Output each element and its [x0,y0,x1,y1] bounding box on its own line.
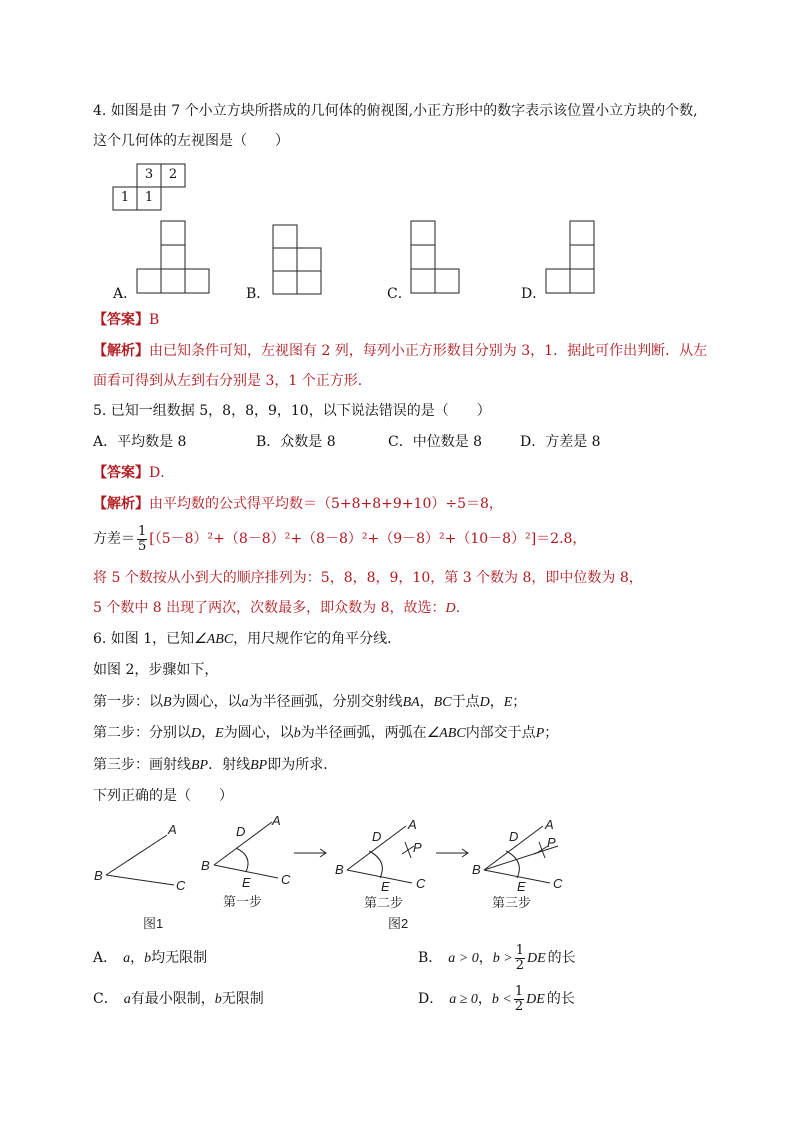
q4-grid-cell: 1 [144,190,154,205]
q6-step3 [93,755,337,776]
ray-bp: BP [191,758,209,773]
q6-stem-line1 [93,629,401,650]
q4-stem-line1: 4. 如图是由 7 个小立方块所搭成的几何体的俯视图,小正方形中的数字表示该位置小立方块的个数, [93,103,698,119]
step-label: 第二步 [364,895,404,910]
q6-text: ， [477,991,492,1007]
variance-expression: [（5－8）²+（8－8）²+（8－8）²+（9－8）²+（10－8）²]＝2.8， [149,531,587,547]
q6-text: 为半径画弧，两弧在 [300,725,427,741]
q6-text: ，用尺规作它的角平分线． [233,631,402,647]
point-p: P [535,726,545,741]
half-fraction [515,944,525,973]
q6-text: ， [478,950,493,966]
var-a: a [241,695,249,710]
condition-b: b > [492,951,513,966]
label-c: C [176,878,186,893]
half-fraction [514,985,524,1014]
analysis-text: 由平均数的公式得平均数＝（5+8+8+9+10）÷5＝8， [149,496,503,512]
q5-stem: 5. 已知一组数据 5，8，8，9，10，以下说法错误的是（ ） [93,403,491,419]
q4-grid-cell: 1 [120,190,130,205]
var-b: b [214,992,222,1007]
q6-text: 为圆心，以 [223,725,294,741]
q5-option-d: D．方差是 8 [520,434,601,450]
fraction-denominator: 2 [515,957,524,973]
q6-option-b [418,940,576,976]
q5-option-c: C．中位数是 8 [388,434,483,450]
step-label: 第一步 [223,894,263,909]
label-a: A [168,822,177,837]
variance-fraction [137,525,147,554]
q6-text: 第二步：分别以 [93,725,191,741]
answer-label: 【答案】 [93,312,149,328]
q6-text: 第三步：画射线 [93,757,191,773]
angle-abc: ∠ABC [194,632,234,647]
q6-text: ， [489,694,504,710]
label-b: B [201,858,210,873]
q4-top-view [112,163,188,211]
label-d: D [236,824,246,839]
label-a: A [545,817,554,832]
mode-text: 5 个数中 8 出现了两次，次数最多，即众数为 8，故选： [93,600,446,616]
label-b: B [472,862,481,877]
label-d: D [509,829,519,844]
q4-option-d: D． [521,286,547,302]
figure-1-label: 图1 [143,916,164,931]
q6-option-d [418,981,575,1017]
fraction-numerator: 1 [138,523,147,539]
option-label: D． [418,991,444,1007]
q6-figures [88,808,588,938]
q6-step1 [93,692,526,713]
q6-text: 6. 如图 1，已知 [93,631,195,647]
fraction-numerator: 1 [514,983,524,999]
q5-sort-line: 将 5 个数按从小到大的顺序排列为：5，8，8，9，10，第 3 个数为 8，即中位数为 8， [93,570,643,586]
label-c: C [281,872,291,887]
var-a: a [123,992,131,1007]
answer-label: 【答案】 [93,465,149,481]
answer-value: D． [149,465,175,481]
q6-text: 即为所求． [267,757,338,773]
q6-text: ．射线 [208,757,251,773]
analysis-label: 【解析】 [93,496,149,512]
label-a: A [272,813,281,828]
q6-text: ， [201,725,216,741]
q6-text: 内部交于点 [465,725,536,741]
q4-analysis-line1 [93,341,707,361]
option-label: C． [93,991,118,1007]
q4-grid-cell: 2 [168,167,178,182]
q4-grid-cell: 3 [144,167,154,182]
var-b: b [293,726,301,741]
answer-value: B [149,312,160,328]
var-a: a [123,951,131,966]
q6-text: 有最小限制， [130,991,215,1007]
q6-option-a [93,948,207,969]
label-c: C [416,876,426,891]
label-p: P [547,835,556,850]
fraction-denominator: 5 [138,538,147,554]
fraction-numerator: 1 [515,942,524,958]
q6-stem-line2: 如图 2，步骤如下， [93,662,219,678]
q6-option-c [93,989,264,1010]
q4-analysis-line2: 面看可得到从左到右分别是 3，1 个正方形． [93,373,372,389]
q6-text: 为半径画弧，分别交射线 [248,694,403,710]
label-c: C [553,876,563,891]
var-b-point: B [163,695,172,710]
point-e: E [503,695,513,710]
q6-text: 第一步：以 [93,694,163,710]
q4-answer [93,310,159,330]
label-a: A [408,817,417,832]
label-b: B [335,862,344,877]
ray-bc: BC [433,695,452,710]
q5-mode-line [93,598,470,619]
q4-stem-line2: 这个几何体的左视图是（ ） [93,133,289,149]
segment-de: DE [526,951,546,966]
step-label: 第三步 [492,895,532,910]
q6-text: ； [512,694,527,710]
ray-bp: BP [250,758,268,773]
ray-ba: BA [402,695,420,710]
q4-option-a: A． [113,286,138,302]
q6-text: ， [130,950,145,966]
point-e: E [215,726,224,741]
q6-text: 的长 [546,991,575,1007]
analysis-text: 由已知条件可知，左视图有 2 列，每列小正方形数目分别为 3，1．据此可作出判断．从左 [149,343,708,359]
q6-text: 为圆心，以 [171,694,242,710]
q4-option-b: B． [246,286,271,302]
variance-prefix: 方差＝ [93,531,135,547]
label-b: B [94,868,103,883]
angle-abc: ∠ABC [426,726,466,741]
label-e: E [517,879,526,894]
var-b: b [144,951,152,966]
option-label: B． [418,950,443,966]
q5-option-a: A．平均数是 8 [93,434,187,450]
label-d: D [372,829,382,844]
condition-a: a ≥ 0 [449,992,478,1007]
condition-b: b < [491,992,512,1007]
segment-de: DE [526,992,545,1007]
label-p: P [413,840,422,855]
q6-text: ； [544,725,559,741]
q6-text: 于点 [451,694,480,710]
label-e: E [381,879,390,894]
fraction-denominator: 2 [514,998,524,1014]
q6-step2 [93,723,558,744]
option-label: A． [93,950,118,966]
q6-text: 的长 [547,950,576,966]
q6-text: ， [419,694,434,710]
q6-question: 下列正确的是（ ） [93,788,233,804]
q5-answer [93,463,174,483]
point-d: D [479,695,490,710]
analysis-label: 【解析】 [93,343,149,359]
q5-option-b: B．众数是 8 [256,434,336,450]
point-d: D [191,726,202,741]
q5-variance-line [93,522,586,556]
label-e: E [242,875,251,890]
mode-choice: D． [445,601,470,616]
q4-option-c: C． [387,286,412,302]
q6-text: 无限制 [221,991,264,1007]
figure-2-label: 图2 [388,916,409,931]
condition-a: a > 0 [448,951,479,966]
q5-analysis-line1 [93,494,503,514]
q6-text: 均无限制 [151,950,208,966]
